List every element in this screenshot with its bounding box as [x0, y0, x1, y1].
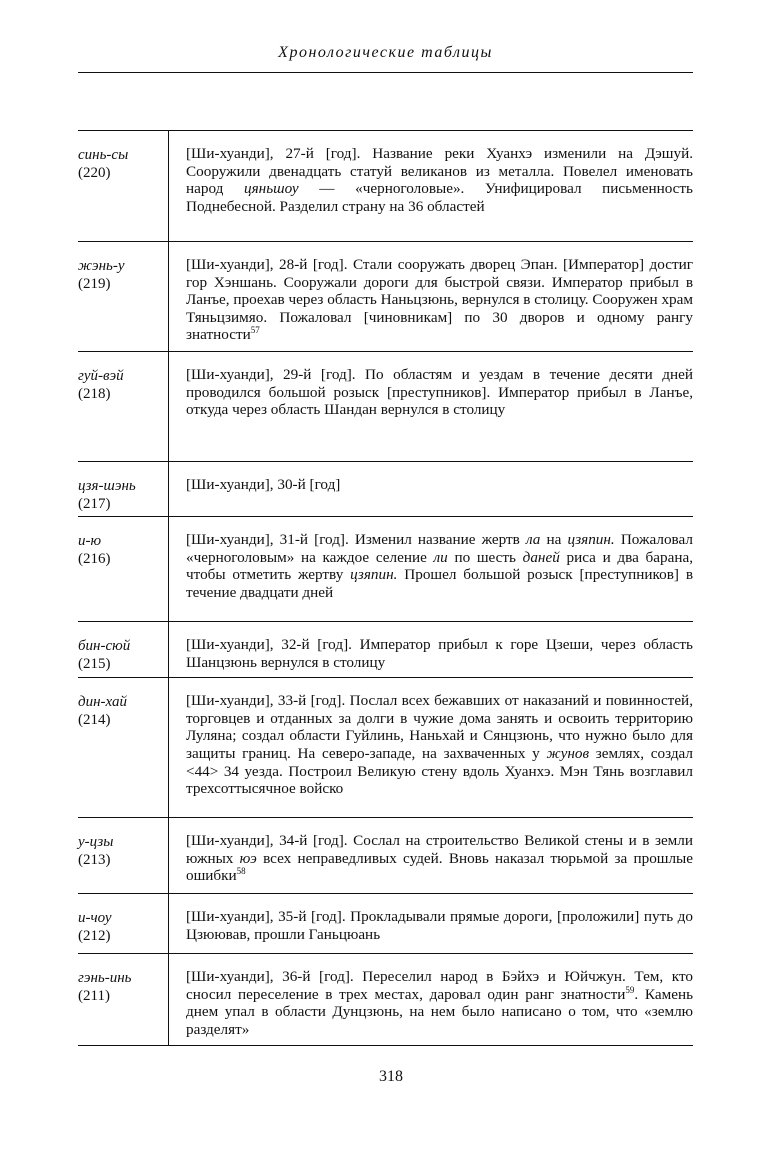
- table-row: [78, 954, 693, 1045]
- text-segment: [Ши-хуанди], 36-й [год]. Переселил народ в Бэйхэ и Юйчжун. Тем, кто сносил переселение в трех местах, даровал один ранг знатности: [186, 968, 693, 1003]
- italic-term: юэ: [239, 849, 257, 867]
- column-divider: [168, 818, 169, 893]
- text-segment: Прошел большой розыск [преступников] в течение двадцати дней: [186, 566, 693, 601]
- italic-term: даней: [522, 548, 560, 566]
- text-segment: [Ши-хуанди], 29-й [год]. По областям и уездам в течение десяти дней проводился большой розыск [преступников]. Император прибыл в Ланъе, откуда через область Шандан вернулся в столицу: [186, 366, 693, 419]
- text-segment: [Ши-хуанди], 32-й [год]. Император прибыл к горе Цзеши, через область Шанцзюнь вернулся в столицу: [186, 636, 693, 671]
- entry-text: [186, 517, 693, 607]
- entry-text: [186, 462, 693, 500]
- table-row: [78, 352, 693, 462]
- era-year: (219): [78, 276, 111, 292]
- entry-text: [186, 352, 693, 425]
- text-segment: Пожаловал «черноголовым» на каждое селение: [186, 531, 693, 566]
- text-segment: риса и два барана, чтобы отметить жертву: [186, 548, 693, 584]
- era-cell: [78, 146, 164, 182]
- italic-term: ла: [525, 531, 541, 548]
- text-segment: [Ши-хуанди], 28-й [год]. Стали сооружать дворец Эпан. [Император] достиг гор Хэншань. Сооружали дороги для быстрой связи. Император прибыл в Ланъе, проехав через область Наньцзюнь, вернулся в столицу. Сооружен храм Тяньцзимяо. Пожаловал [чиновникам] по 30 дворов и одному рангу знатности: [186, 256, 693, 344]
- text-segment: . Камень днем упал в области Дунцзюнь, на нем было написано о том, что «землю разделят»: [186, 985, 693, 1038]
- text-segment: по шесть: [447, 548, 523, 566]
- chronology-table: [78, 130, 693, 1046]
- footnote-ref: 58: [236, 866, 246, 877]
- era-year: (220): [78, 165, 111, 181]
- table-row: [78, 894, 693, 954]
- era-cell: [78, 909, 164, 945]
- column-divider: [168, 242, 169, 351]
- page-number: 318: [379, 1068, 403, 1085]
- era-name: бин-сюй: [78, 638, 131, 654]
- table-row: [78, 678, 693, 818]
- entry-text: [186, 818, 693, 891]
- era-cell: [78, 969, 164, 1005]
- column-divider: [168, 678, 169, 817]
- era-year: (213): [78, 852, 111, 869]
- column-divider: [168, 954, 169, 1044]
- footnote-ref: 59: [625, 984, 635, 995]
- era-year: (218): [78, 386, 111, 402]
- column-divider: [168, 894, 169, 953]
- running-title: Хронологические таблицы: [278, 44, 493, 61]
- text-segment: [Ши-хуанди], 30-й [год]: [186, 476, 341, 493]
- era-name: и-чоу: [78, 910, 112, 927]
- text-segment: всех неправедливых судей. Вновь наказал тюрьмой за прошлые ошибки: [186, 849, 694, 885]
- table-row: [78, 818, 693, 894]
- text-segment: [Ши-хуанди], 27-й [год]. Название реки Хуанхэ изменили на Дэшуй. Сооружили двенадцать статуй великанов из металла. Повелел именовать народ: [186, 145, 693, 198]
- entry-text: [186, 622, 693, 677]
- era-name: гуй-вэй: [78, 368, 124, 384]
- entry-text: [186, 954, 693, 1044]
- entry-text: [186, 894, 693, 949]
- era-year: (215): [78, 656, 111, 672]
- era-name: дин-хай: [78, 694, 127, 711]
- italic-term: ли: [433, 548, 448, 566]
- era-cell: [78, 367, 164, 403]
- table-row: [78, 622, 693, 678]
- era-name: синь-сы: [78, 147, 129, 163]
- era-year: (212): [78, 928, 111, 945]
- text-segment: [Ши-хуанди], 33-й [год]. Послал всех бежавших от наказаний и повинностей, торговцев и отданных за долги в чужие дома занять и освоить территорию Луляна; создал области Гуйлинь, Наньхай и Сянцзюнь, что нужно было для защиты границ. На северо-западе, на захваченных у: [186, 692, 693, 762]
- text-segment: [Ши-хуанди], 31-й [год]. Изменил название жертв: [186, 531, 526, 548]
- text-segment: на: [540, 531, 568, 548]
- column-divider: [168, 462, 169, 516]
- era-year: (211): [78, 988, 110, 1005]
- era-cell: [78, 693, 164, 729]
- table-row: [78, 462, 693, 517]
- text-segment: землях, создал <44> 34 уезда. Построил Великую стену вдоль Хуанхэ. Мэн Тянь возглавил трехсоттысячное войско: [186, 744, 693, 798]
- header-rule: [78, 72, 693, 73]
- era-cell: [78, 477, 164, 513]
- entry-text: [186, 131, 693, 221]
- era-cell: [78, 833, 164, 869]
- table-row: [78, 242, 693, 352]
- text-segment: [Ши-хуанди], 34-й [год]. Сослал на строительство Великой стены и в земли южных: [186, 832, 693, 867]
- text-segment: — «черноголовые». Унифицировал письменность Поднебесной. Разделил страну на 36 областей: [186, 180, 693, 215]
- era-year: (214): [78, 712, 111, 729]
- era-year: (217): [78, 496, 111, 512]
- italic-term: цяньшоу: [244, 180, 299, 198]
- table-row: [78, 130, 693, 242]
- era-cell: [78, 637, 164, 673]
- column-divider: [168, 622, 169, 677]
- era-name: жэнь-у: [78, 258, 125, 274]
- footnote-ref: 57: [250, 325, 260, 336]
- column-divider: [168, 131, 169, 241]
- era-name: у-цзы: [78, 834, 114, 851]
- era-year: (216): [78, 551, 111, 567]
- table-row: [78, 517, 693, 622]
- era-name: и-ю: [78, 533, 102, 549]
- era-name: цзя-шэнь: [78, 478, 136, 494]
- era-cell: [78, 532, 164, 568]
- era-name: гэнь-инь: [78, 970, 132, 987]
- column-divider: [168, 352, 169, 461]
- column-divider: [168, 517, 169, 621]
- entry-text: [186, 242, 693, 350]
- italic-term: цзяпин.: [350, 566, 398, 584]
- entry-text: [186, 678, 693, 804]
- italic-term: жунов: [546, 744, 590, 762]
- italic-term: цзяпин.: [567, 531, 615, 548]
- era-cell: [78, 257, 164, 293]
- text-segment: [Ши-хуанди], 35-й [год]. Прокладывали прямые дороги, [проложили] путь до Цзюював, прошли Ганьцюань: [186, 908, 693, 943]
